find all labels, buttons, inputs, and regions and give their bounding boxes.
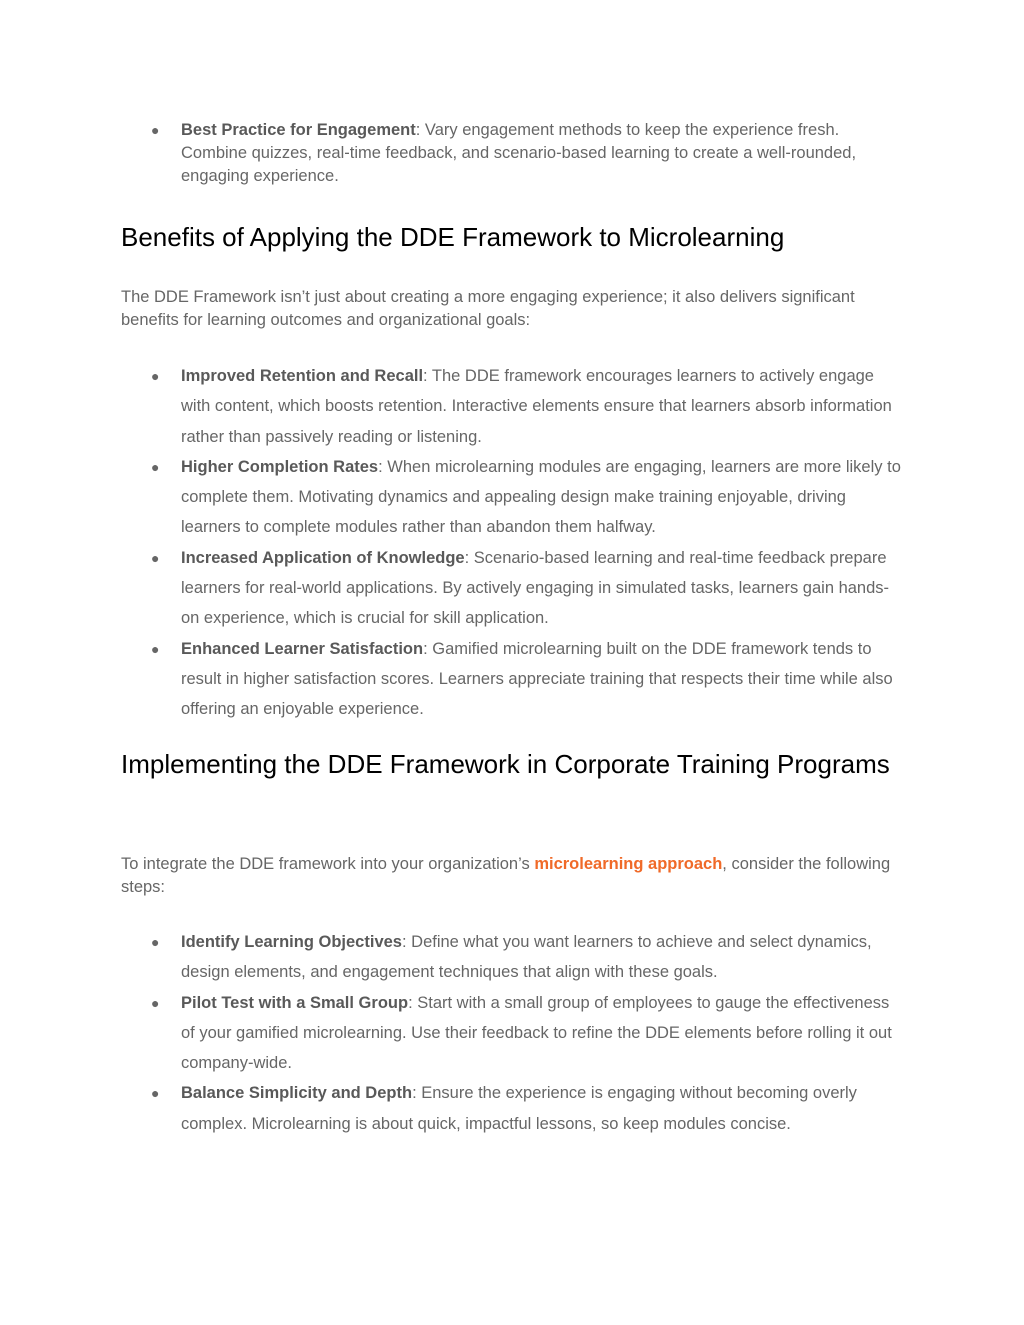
implementing-intro-block — [121, 853, 906, 899]
bullet-dot-icon: ● — [151, 1085, 160, 1102]
implementing-bullet-list — [121, 927, 906, 1139]
implementing-list-block — [121, 927, 906, 1139]
bullet-dot-icon: ● — [151, 458, 160, 475]
bullet-dot-icon: ● — [151, 368, 160, 384]
list-item-title: Pilot Test with a Small Group — [181, 993, 409, 1012]
list-item-text: : Gamified microlearning built on the DDE framework tends to result in higher satisfaction scores. Learners appreciate training that respects their time while also offering an enjoyable experience. — [181, 639, 893, 719]
list-item — [121, 1078, 906, 1139]
benefits-intro: The DDE Framework isn’t just about creating a more engaging experience; it also delivers significant benefits for learning outcomes and organizational goals: — [121, 288, 855, 329]
list-item-text: : Define what you want learners to achieve and select dynamics, design elements, and engagement techniques that align with these goals. — [181, 933, 872, 982]
microlearning-approach-link[interactable]: microlearning approach — [534, 855, 723, 873]
bullet-dot-icon: ● — [151, 549, 160, 566]
list-item-text: : Vary engagement methods to keep the experience fresh. Combine quizzes, real-time feedback, and scenario-based learning to create a well-rounded, engaging experience. — [181, 121, 857, 185]
list-item — [121, 452, 906, 543]
top-list-section — [121, 119, 906, 188]
intro-text-before: To integrate the DDE framework into your organization’s — [121, 855, 535, 873]
list-item — [121, 634, 906, 725]
list-item-text: : When microlearning modules are engaging, learners are more likely to complete them. Motivating dynamics and appealing design make training enjoyable, driving learners to complete modules rather than abandon them halfway. — [181, 457, 901, 537]
list-item — [121, 361, 906, 452]
benefits-intro-block — [121, 286, 906, 332]
list-item — [121, 988, 906, 1079]
benefits-list-block — [121, 361, 906, 725]
list-item — [121, 119, 906, 188]
bullet-dot-icon: ● — [151, 640, 160, 657]
list-item-title: Improved Retention and Recall — [181, 367, 424, 385]
list-item-title: Higher Completion Rates — [181, 457, 379, 476]
benefits-bullet-list — [121, 361, 906, 725]
list-item — [121, 927, 906, 988]
implementing-heading: Implementing the DDE Framework in Corporate Training Programs — [121, 749, 890, 779]
implementing-section — [121, 744, 906, 785]
bullet-dot-icon: ● — [151, 934, 160, 950]
list-item-text: : Start with a small group of employees to gauge the effectiveness of your gamified microlearning. Use their feedback to refine the DDE elements before rolling it out company-wide. — [181, 993, 892, 1073]
implementing-intro — [121, 853, 906, 899]
list-item — [121, 543, 906, 634]
benefits-heading: Benefits of Applying the DDE Framework to Microlearning — [121, 222, 785, 252]
list-item-title: Balance Simplicity and Depth — [181, 1084, 413, 1103]
list-item-title: Best Practice for Engagement — [181, 121, 416, 139]
bullet-dot-icon: ● — [151, 122, 160, 138]
list-item-title: Increased Application of Knowledge — [181, 548, 465, 567]
top-bullet-list — [121, 119, 906, 188]
list-item-title: Enhanced Learner Satisfaction — [181, 639, 424, 658]
benefits-section — [121, 217, 906, 258]
list-item-text: : Ensure the experience is engaging without becoming overly complex. Microlearning is about quick, impactful lessons, so keep modules concise. — [181, 1084, 857, 1133]
list-item-title: Identify Learning Objectives — [181, 933, 402, 951]
bullet-dot-icon: ● — [151, 994, 160, 1011]
intro-text-after: , consider the following steps: — [121, 855, 891, 896]
list-item-text: : Scenario-based learning and real-time feedback prepare learners for real-world applications. By actively engaging in simulated tasks, learners gain hands-on experience, which is crucial for skill application. — [181, 548, 890, 628]
list-item-text: : The DDE framework encourages learners to actively engage with content, which boosts retention. Interactive elements ensure that learners absorb information rather than passively reading or listening. — [181, 367, 892, 446]
